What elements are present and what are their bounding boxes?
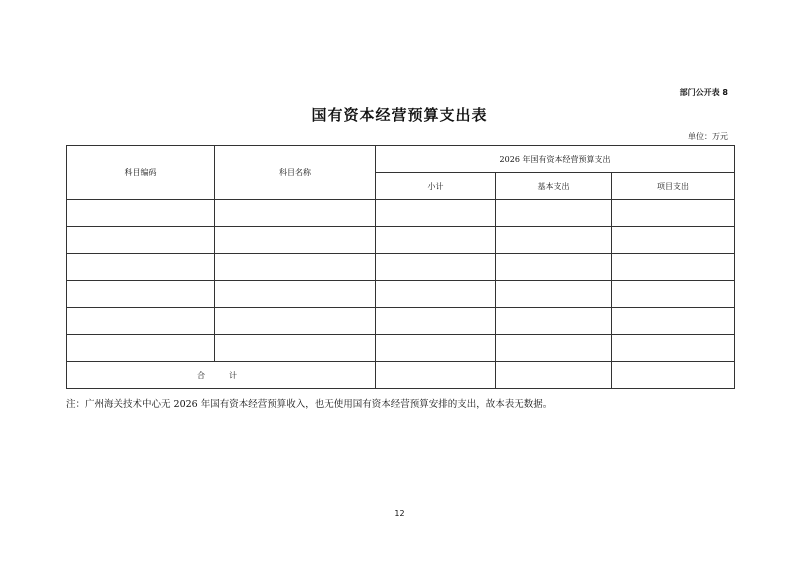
table-cell	[496, 281, 612, 308]
table-cell	[376, 281, 496, 308]
table-cell	[376, 227, 496, 254]
table-row	[67, 308, 735, 335]
table-cell	[67, 200, 215, 227]
page-number: 12	[394, 509, 405, 518]
table-cell	[496, 200, 612, 227]
unit-label: 单位：万元	[688, 132, 728, 141]
table-cell	[67, 227, 215, 254]
column-header-subtotal: 小计	[376, 173, 496, 200]
page-title: 国有资本经营预算支出表	[311, 106, 488, 124]
table-cell	[215, 281, 376, 308]
table-row	[67, 227, 735, 254]
table-row	[67, 254, 735, 281]
table-row	[67, 200, 735, 227]
table-cell	[376, 200, 496, 227]
table-cell	[612, 200, 735, 227]
column-header-name: 科目名称	[215, 146, 376, 200]
header-row	[67, 146, 735, 173]
table-row	[67, 335, 735, 362]
table-cell	[67, 335, 215, 362]
table-cell	[612, 254, 735, 281]
table-cell	[215, 227, 376, 254]
table-cell	[496, 227, 612, 254]
table-cell	[215, 254, 376, 281]
table-cell	[67, 254, 215, 281]
budget-table	[66, 145, 735, 389]
table-cell	[612, 335, 735, 362]
table-cell	[496, 308, 612, 335]
table-cell	[612, 281, 735, 308]
table-row	[67, 281, 735, 308]
total-cell	[496, 362, 612, 389]
total-label: 合 计	[67, 362, 376, 389]
total-cell	[612, 362, 735, 389]
table-cell	[215, 308, 376, 335]
column-header-basic: 基本支出	[496, 173, 612, 200]
table-cell	[376, 308, 496, 335]
column-group-header: 2026 年国有资本经营预算支出	[376, 146, 735, 173]
table-cell	[67, 281, 215, 308]
table-cell	[215, 200, 376, 227]
column-header-code: 科目编码	[67, 146, 215, 200]
footnote: 注：广州海关技术中心无 2026 年国有资本经营预算收入，也无使用国有资本经营预算安排的支出，故本表无数据。	[66, 399, 553, 410]
table-number-label: 部门公开表 8	[679, 88, 728, 97]
column-header-project: 项目支出	[612, 173, 735, 200]
table-cell	[376, 335, 496, 362]
table-cell	[612, 308, 735, 335]
total-cell	[376, 362, 496, 389]
total-row	[67, 362, 735, 389]
table-cell	[215, 335, 376, 362]
table-cell	[496, 335, 612, 362]
table-cell	[376, 254, 496, 281]
table-cell	[67, 308, 215, 335]
table-cell	[496, 254, 612, 281]
table-cell	[612, 227, 735, 254]
